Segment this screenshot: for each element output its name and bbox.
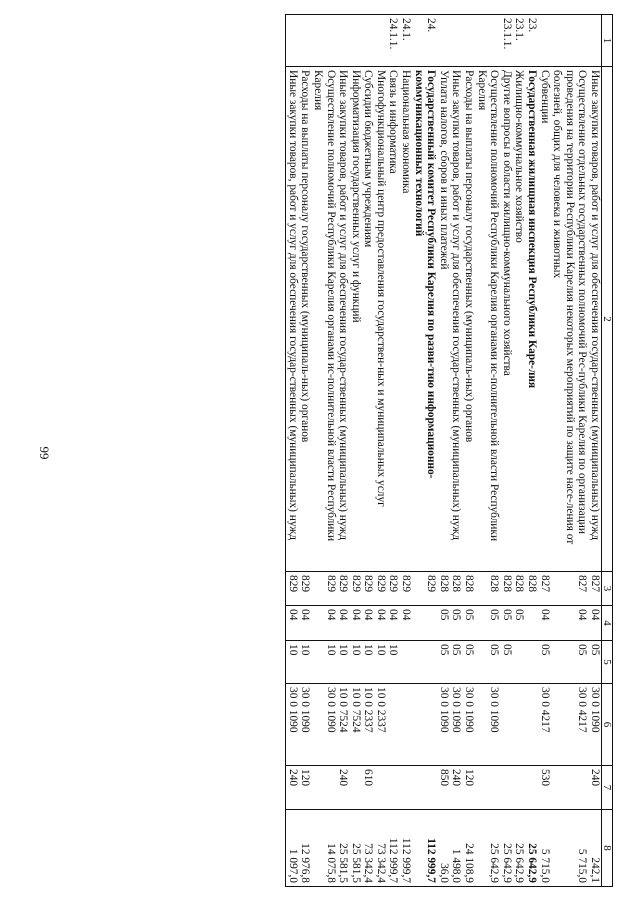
cell-amount: 12 976,8: [299, 810, 312, 887]
row-name: Осуществление отдельных государственных полномочий Рес-публики Карелия по организации проведения на территории Республики Карелия некоторых мероприятий по защите насе-ления от болезней, общих для человека и животных: [551, 67, 589, 572]
cell-amount: 25 642,9: [500, 810, 513, 887]
cell-section: 04: [374, 606, 387, 641]
row-name: Жилищно-коммунальное хозяйство: [513, 67, 526, 572]
cell-ministry: 829: [286, 572, 299, 606]
row-number: [362, 15, 375, 67]
cell-subsection: 05: [538, 641, 551, 684]
cell-expense-type: [551, 766, 589, 810]
cell-section: 04: [311, 606, 336, 641]
cell-expense-type: 530: [538, 766, 551, 810]
table-row: [299, 15, 312, 887]
cell-ministry: 827: [588, 572, 601, 606]
cell-amount: 1 097,0: [286, 810, 299, 887]
cell-ministry: 827: [551, 572, 589, 606]
table-row: [525, 15, 538, 887]
cell-expense-type: [525, 766, 538, 810]
cell-subsection: [513, 641, 526, 684]
row-number: 24.1.1.: [387, 15, 400, 67]
rotated-page: [83, 14, 613, 886]
cell-ministry: 827: [538, 572, 551, 606]
cell-target-article: 30 0 1090: [437, 684, 450, 766]
cell-subsection: 05: [437, 641, 450, 684]
cell-ministry: 828: [437, 572, 450, 606]
row-number: [462, 15, 475, 67]
cell-target-article: [387, 684, 400, 766]
cell-expense-type: 120: [462, 766, 475, 810]
cell-expense-type: [311, 766, 336, 810]
cell-target-article: 10 0 2337: [362, 684, 375, 766]
row-name: Связь и информатика: [387, 67, 400, 572]
row-name: Осуществление полномочий Республики Карелия органами ис-полнительной власти Республики Карелия: [311, 67, 336, 572]
cell-target-article: [400, 684, 413, 766]
cell-expense-type: [500, 766, 513, 810]
cell-section: 05: [450, 606, 463, 641]
cell-target-article: 30 0 4217: [551, 684, 589, 766]
cell-target-article: 30 0 1090: [286, 684, 299, 766]
row-name: Субсидии бюджетным учреждениям: [362, 67, 375, 572]
cell-amount: 242,1: [588, 810, 601, 887]
table-row: [538, 15, 551, 887]
col-header-6: 6: [602, 684, 613, 766]
row-number: 24.: [412, 15, 437, 67]
cell-expense-type: [513, 766, 526, 810]
cell-ministry: 829: [311, 572, 336, 606]
table-row: [462, 15, 475, 887]
row-number: 23.1.1.: [500, 15, 513, 67]
cell-amount: 14 075,8: [311, 810, 336, 887]
col-header-2: 2: [602, 67, 613, 572]
cell-amount: 25 642,9: [475, 810, 500, 887]
row-number: [311, 15, 336, 67]
cell-amount: 25 581,5: [349, 810, 362, 887]
cell-ministry: 828: [450, 572, 463, 606]
cell-amount: 5 715,0: [538, 810, 551, 887]
table-row: [475, 15, 500, 887]
cell-section: 04: [337, 606, 350, 641]
table-row: [513, 15, 526, 887]
cell-target-article: 30 0 1090: [311, 684, 336, 766]
header-row: [602, 15, 613, 887]
cell-section: 04: [400, 606, 413, 641]
cell-target-article: 30 0 1090: [588, 684, 601, 766]
cell-subsection: 10: [311, 641, 336, 684]
row-number: [337, 15, 350, 67]
cell-target-article: [412, 684, 437, 766]
cell-section: 04: [349, 606, 362, 641]
row-name: Информатизация государственных услуг и функций: [349, 67, 362, 572]
cell-section: 04: [588, 606, 601, 641]
cell-amount: 36,0: [437, 810, 450, 887]
row-number: [349, 15, 362, 67]
cell-ministry: 829: [387, 572, 400, 606]
cell-expense-type: 850: [437, 766, 450, 810]
cell-section: 04: [538, 606, 551, 641]
cell-ministry: 829: [337, 572, 350, 606]
cell-subsection: 05: [450, 641, 463, 684]
budget-table: [285, 14, 613, 887]
cell-amount: 73 342,4: [362, 810, 375, 887]
cell-ministry: 829: [412, 572, 437, 606]
cell-ministry: 828: [475, 572, 500, 606]
cell-target-article: 10 0 2337: [374, 684, 387, 766]
row-number: [538, 15, 551, 67]
cell-ministry: 829: [374, 572, 387, 606]
row-name: Государственный комитет Республики Карелия по разви-тию информационно-коммуникационных технологий: [412, 67, 437, 572]
cell-ministry: 828: [462, 572, 475, 606]
table-row: [450, 15, 463, 887]
row-name: Расходы на выплаты персоналу государственных (муниципаль-ных) органов: [462, 67, 475, 572]
cell-amount: 73 342,4: [374, 810, 387, 887]
cell-target-article: 30 0 1090: [462, 684, 475, 766]
row-name: Уплата налогов, сборов и иных платежей: [437, 67, 450, 572]
cell-section: 05: [500, 606, 513, 641]
cell-amount: 112 999,7: [400, 810, 413, 887]
cell-ministry: 828: [525, 572, 538, 606]
cell-section: [412, 606, 437, 641]
cell-subsection: 10: [349, 641, 362, 684]
row-name: Осуществление полномочий Республики Карелия органами ис-полнительной власти Республики Карелия: [475, 67, 500, 572]
row-name: Расходы на выплаты персоналу государственных (муниципаль-ных) органов: [299, 67, 312, 572]
col-header-3: 3: [602, 572, 613, 606]
cell-amount: 25 581,5: [337, 810, 350, 887]
cell-expense-type: 240: [450, 766, 463, 810]
table-row: [551, 15, 589, 887]
col-header-8: 8: [602, 810, 613, 887]
cell-subsection: 05: [500, 641, 513, 684]
row-name: Иные закупки товаров, работ и услуг для обеспечения государ-ственных (муниципальных) нужд: [588, 67, 601, 572]
table-row: [437, 15, 450, 887]
cell-target-article: 30 0 1090: [450, 684, 463, 766]
cell-ministry: 829: [362, 572, 375, 606]
cell-section: 05: [437, 606, 450, 641]
cell-section: 04: [387, 606, 400, 641]
cell-expense-type: 240: [337, 766, 350, 810]
cell-ministry: 828: [513, 572, 526, 606]
col-header-7: 7: [602, 766, 613, 810]
cell-subsection: 10: [362, 641, 375, 684]
cell-subsection: 10: [374, 641, 387, 684]
row-number: [475, 15, 500, 67]
cell-section: 05: [513, 606, 526, 641]
cell-target-article: [525, 684, 538, 766]
row-number: 23.: [525, 15, 538, 67]
row-number: [551, 15, 589, 67]
table-row: [286, 15, 299, 887]
cell-section: 04: [299, 606, 312, 641]
cell-subsection: 10: [337, 641, 350, 684]
cell-subsection: 10: [286, 641, 299, 684]
cell-subsection: 05: [588, 641, 601, 684]
row-name: Многофункциональный центр предоставления государствен-ных и муниципальных услуг: [374, 67, 387, 572]
row-number: 23.1.: [513, 15, 526, 67]
cell-subsection: 10: [299, 641, 312, 684]
cell-target-article: 10 0 7524: [337, 684, 350, 766]
table-row: [311, 15, 336, 887]
table-row: [362, 15, 375, 887]
cell-target-article: [500, 684, 513, 766]
row-number: [450, 15, 463, 67]
cell-subsection: 05: [462, 641, 475, 684]
col-header-4: 4: [602, 606, 613, 641]
cell-amount: 112 999,7: [387, 810, 400, 887]
table-row: [400, 15, 413, 887]
cell-expense-type: [387, 766, 400, 810]
cell-expense-type: 240: [286, 766, 299, 810]
row-name: Иные закупки товаров, работ и услуг для обеспечения государ-ственных (муниципальных) нужд: [450, 67, 463, 572]
cell-section: 04: [286, 606, 299, 641]
cell-ministry: 828: [500, 572, 513, 606]
row-number: [299, 15, 312, 67]
cell-target-article: 10 0 7524: [349, 684, 362, 766]
cell-ministry: 829: [299, 572, 312, 606]
cell-subsection: [400, 641, 413, 684]
row-number: [374, 15, 387, 67]
cell-section: 05: [475, 606, 500, 641]
row-number: [437, 15, 450, 67]
col-header-1: 1: [602, 15, 613, 67]
row-name: Иные закупки товаров, работ и услуг для обеспечения государ-ственных (муниципальных) нужд: [286, 67, 299, 572]
cell-target-article: [513, 684, 526, 766]
col-header-5: 5: [602, 641, 613, 684]
cell-subsection: [412, 641, 437, 684]
table-row: [588, 15, 601, 887]
cell-amount: 25 642,9: [513, 810, 526, 887]
cell-target-article: 30 0 4217: [538, 684, 551, 766]
cell-section: 04: [551, 606, 589, 641]
cell-expense-type: 120: [299, 766, 312, 810]
table-row: [349, 15, 362, 887]
cell-section: 05: [462, 606, 475, 641]
table-row: [387, 15, 400, 887]
cell-expense-type: [374, 766, 387, 810]
cell-subsection: 05: [551, 641, 589, 684]
row-name: Иные закупки товаров, работ и услуг для обеспечения государ-ственных (муниципальных) нужд: [337, 67, 350, 572]
cell-subsection: 10: [387, 641, 400, 684]
cell-target-article: 30 0 1090: [299, 684, 312, 766]
row-number: [286, 15, 299, 67]
cell-expense-type: [349, 766, 362, 810]
cell-ministry: 829: [400, 572, 413, 606]
cell-amount: 5 715,0: [551, 810, 589, 887]
cell-amount: 24 108,9: [462, 810, 475, 887]
page-number: 66: [36, 446, 52, 460]
row-name: Другие вопросы в области жилищно-коммунального хозяйства: [500, 67, 513, 572]
cell-section: [525, 606, 538, 641]
table-row: [500, 15, 513, 887]
row-name: Государственная жилищная инспекция Республики Каре-лия: [525, 67, 538, 572]
cell-subsection: 05: [475, 641, 500, 684]
cell-expense-type: [475, 766, 500, 810]
cell-amount: 112 999,7: [412, 810, 437, 887]
row-number: 24.1.: [400, 15, 413, 67]
cell-expense-type: [400, 766, 413, 810]
row-name: Субвенции: [538, 67, 551, 572]
table-body: [286, 15, 602, 887]
cell-section: 04: [362, 606, 375, 641]
cell-expense-type: 610: [362, 766, 375, 810]
row-name: Национальная экономика: [400, 67, 413, 572]
cell-expense-type: [412, 766, 437, 810]
table-row: [412, 15, 437, 887]
cell-amount: 1 498,0: [450, 810, 463, 887]
table-row: [337, 15, 350, 887]
cell-amount: 25 642,9: [525, 810, 538, 887]
cell-subsection: [525, 641, 538, 684]
row-number: [588, 15, 601, 67]
table-row: [374, 15, 387, 887]
cell-target-article: 30 0 1090: [475, 684, 500, 766]
cell-ministry: 829: [349, 572, 362, 606]
cell-expense-type: 240: [588, 766, 601, 810]
